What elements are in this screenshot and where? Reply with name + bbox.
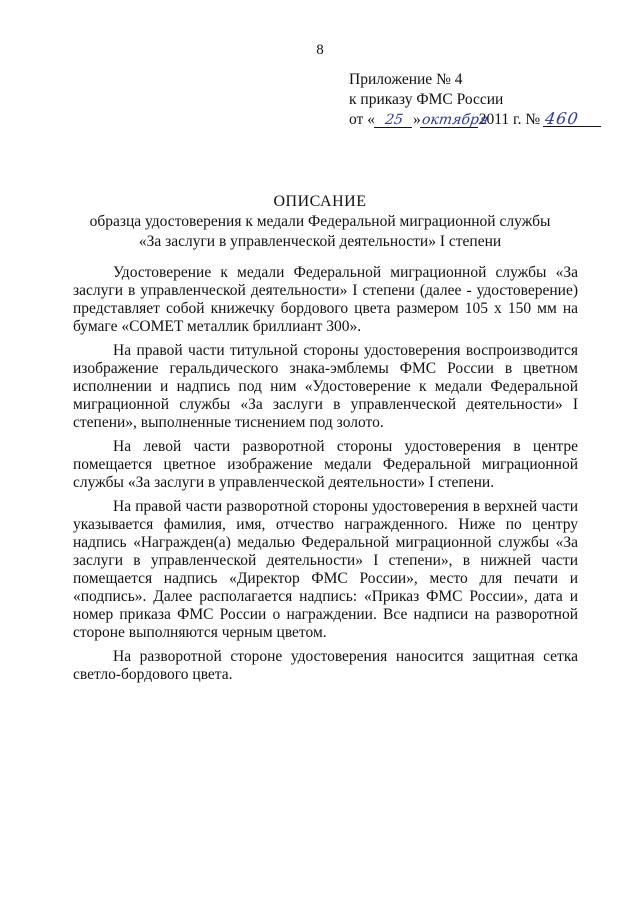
title-block xyxy=(0,192,640,252)
appendix-date-line xyxy=(349,110,629,130)
date-year-label: 2011 г. № xyxy=(478,111,541,128)
appendix-order-ref: к приказу ФМС России xyxy=(349,91,504,108)
paragraph-2: На правой части титульной стороны удостоверения воспроизводится изображение геральдического знака-эмблемы ФМС России в цветном исполнении и надпись под ним «Удостоверение к медали Федеральной миграционной службы «За заслуги в управленческой деятельности» I степени», выполненные тиснением под золото. xyxy=(73,342,578,431)
date-prefix: от « xyxy=(349,111,375,128)
appendix-title: Приложение № 4 xyxy=(349,71,463,88)
body-text xyxy=(73,264,578,690)
appendix-header xyxy=(349,70,629,130)
paragraph-5: На разворотной стороне удостоверения наносится защитная сетка светло-бордового цвета. xyxy=(73,648,578,683)
paragraph-1: Удостоверение к медали Федеральной миграционной службы «За заслуги в управленческой деятельности» I степени (далее - удостоверение) представляет собой книжечку бордового цвета размером 105 х 150 мм на бумаге «COMET металлик бриллиант 300». xyxy=(73,264,578,335)
handwritten-day: 25 xyxy=(374,113,414,128)
paragraph-4: На правой части разворотной стороны удостоверения в верхней части указывается фамилия, имя, отчество награжденного. Ниже по центру надпись «Награжден(а) медалью Федеральной миграционной службы «За заслуги в управленческой деятельности» I степени», в нижней части помещается надпись «Директор ФМС России», место для печати и «подпись». Далее располагается надпись: «Приказ ФМС России», дата и номер приказа ФМС России о награждении. Все надписи на разворотной стороне выполняются черным цветом. xyxy=(73,498,578,641)
handwritten-order-number: 460 xyxy=(543,112,603,127)
paragraph-3: На левой части разворотной стороны удостоверения в центре помещается цветное изображение медали Федеральной миграционной службы «За заслуги в управленческой деятельности» I степени. xyxy=(73,438,578,491)
page-number: 8 xyxy=(316,42,324,58)
document-title: ОПИСАНИЕ xyxy=(273,193,367,210)
handwritten-month: октября xyxy=(420,112,490,128)
document-subtitle-line1: образца удостоверения к медали Федеральной миграционной службы xyxy=(89,213,551,230)
date-quote-close: » xyxy=(412,111,421,128)
document-subtitle-line2: «За заслуги в управленческой деятельности» I степени xyxy=(138,233,502,250)
